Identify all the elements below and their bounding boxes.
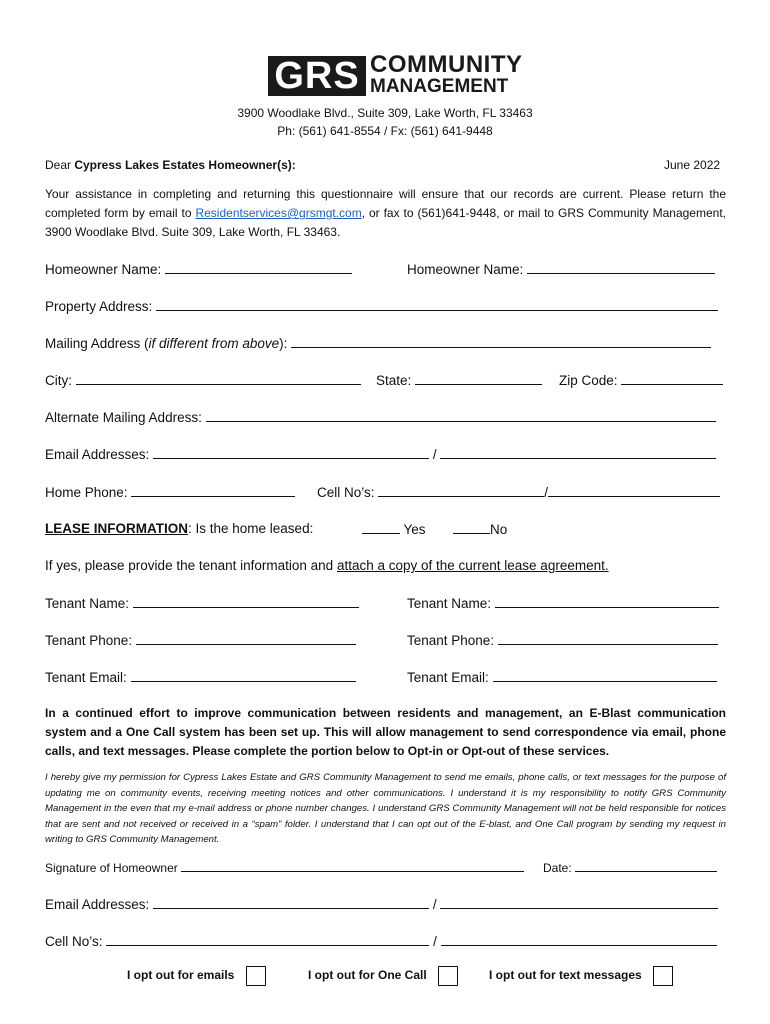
mailing-address-label-italic: if different from above bbox=[148, 336, 280, 351]
lease-yes-row bbox=[362, 521, 426, 537]
signature-row bbox=[45, 859, 524, 875]
homeowner-name-1-input[interactable] bbox=[165, 261, 352, 274]
tenant-phone-2-input[interactable] bbox=[498, 632, 718, 645]
tenant-phone-2-label: Tenant Phone: bbox=[407, 633, 495, 648]
lease-question-row bbox=[45, 521, 313, 536]
lease-yes-input[interactable] bbox=[362, 521, 400, 534]
state-input[interactable] bbox=[415, 372, 542, 385]
logo-line-management: MANAGEMENT bbox=[370, 76, 509, 97]
lease-no-input[interactable] bbox=[453, 521, 490, 534]
cell-nos-label: Cell No’s: bbox=[317, 485, 375, 500]
optout-emails-checkbox[interactable] bbox=[246, 966, 266, 986]
optout-text-label: I opt out for text messages bbox=[489, 968, 642, 983]
eblast-email-label: Email Addresses: bbox=[45, 897, 150, 912]
city-input[interactable] bbox=[76, 372, 361, 385]
optout-onecall-row bbox=[308, 966, 458, 986]
zip-input[interactable] bbox=[621, 372, 723, 385]
eblast-cell-row bbox=[45, 933, 717, 949]
salutation-dear: Dear bbox=[45, 158, 75, 172]
tenant-name-2-label: Tenant Name: bbox=[407, 596, 492, 611]
email-addresses-label: Email Addresses: bbox=[45, 447, 150, 462]
optout-emails-label: I opt out for emails bbox=[127, 968, 235, 983]
tenant-email-1-label: Tenant Email: bbox=[45, 670, 127, 685]
eblast-email-2-input[interactable] bbox=[440, 896, 718, 909]
resident-services-email-link[interactable]: Residentservices@grsmgt.com bbox=[195, 206, 362, 220]
optout-onecall-label: I opt out for One Call bbox=[308, 968, 427, 983]
salutation bbox=[45, 158, 296, 172]
homeowner-name-2-input[interactable] bbox=[527, 261, 715, 274]
salutation-recipient: Cypress Lakes Estates Homeowner(s): bbox=[74, 158, 296, 172]
home-phone-row bbox=[45, 484, 295, 500]
tenant-phone-1-row bbox=[45, 632, 356, 648]
tenant-email-2-input[interactable] bbox=[493, 669, 717, 682]
optout-text-row bbox=[489, 966, 673, 986]
tenant-email-2-row bbox=[407, 669, 717, 685]
lease-no-label: No bbox=[490, 522, 508, 537]
city-label: City: bbox=[45, 373, 72, 388]
company-address: 3900 Woodlake Blvd., Suite 309, Lake Worth, FL 33463 bbox=[237, 106, 533, 120]
logo-mark: GRS bbox=[268, 56, 366, 96]
signature-label: Signature of Homeowner bbox=[45, 861, 178, 875]
optout-text-checkbox[interactable] bbox=[653, 966, 673, 986]
email-separator: / bbox=[432, 447, 437, 462]
lease-heading: LEASE INFORMATION bbox=[45, 521, 188, 536]
tenant-phone-2-row bbox=[407, 632, 718, 648]
property-address-input[interactable] bbox=[156, 298, 718, 311]
intro-text-2: , or fax to (561)641-9448, or mail to GRS Community Management, 3900 Woodlake Blvd. Suite 309, Lake Worth, FL 33463. bbox=[45, 206, 726, 239]
zip-row bbox=[559, 372, 723, 388]
mailing-address-label-suffix: ): bbox=[279, 336, 288, 351]
tenant-name-2-input[interactable] bbox=[495, 595, 719, 608]
eblast-email-row bbox=[45, 896, 718, 912]
email-address-1-input[interactable] bbox=[153, 446, 429, 459]
logo-line-community: COMMUNITY bbox=[370, 51, 523, 78]
cell-nos-row bbox=[317, 484, 720, 500]
signature-date-input[interactable] bbox=[575, 859, 717, 872]
property-address-row bbox=[45, 298, 718, 314]
optout-emails-row bbox=[127, 966, 266, 986]
eblast-email-1-input[interactable] bbox=[153, 896, 429, 909]
signature-date-label: Date: bbox=[543, 861, 572, 875]
signature-input[interactable] bbox=[181, 859, 524, 872]
intro-paragraph bbox=[45, 185, 726, 242]
tenant-intro-underlined: attach a copy of the current lease agreement. bbox=[336, 558, 609, 573]
email-address-2-input[interactable] bbox=[440, 446, 716, 459]
city-row bbox=[45, 372, 361, 388]
tenant-phone-1-label: Tenant Phone: bbox=[45, 633, 133, 648]
zip-label: Zip Code: bbox=[559, 373, 618, 388]
homeowner-name-1-row bbox=[45, 261, 352, 277]
eblast-email-separator: / bbox=[432, 897, 437, 912]
permission-paragraph: I hereby give my permission for Cypress Lakes Estate and GRS Community Management to send me emails, phone calls, or text messages for the purpose of updating me on community events, receiving meeting notices and other communications. I understand it is my responsibility to notify GRS Community Management in the even that my e-mail address or phone number changes. I understand GRS Community Management will not be held responsible for notices that are sent and not received or received in a “spam” folder. I understand that I can opt out of the E-blast, and One Call program by sending my request in writing to GRS Community Management. bbox=[45, 772, 726, 845]
tenant-email-2-label: Tenant Email: bbox=[407, 670, 489, 685]
eblast-cell-separator: / bbox=[433, 934, 437, 949]
tenant-name-1-input[interactable] bbox=[133, 595, 359, 608]
state-label: State: bbox=[376, 373, 412, 388]
mailing-address-label-prefix: Mailing Address ( bbox=[45, 336, 149, 351]
state-row bbox=[376, 372, 542, 388]
cell-no-1-input[interactable] bbox=[378, 484, 544, 497]
tenant-email-1-input[interactable] bbox=[131, 669, 356, 682]
tenant-name-1-label: Tenant Name: bbox=[45, 596, 130, 611]
signature-date-row bbox=[543, 859, 717, 875]
home-phone-label: Home Phone: bbox=[45, 485, 128, 500]
tenant-phone-1-input[interactable] bbox=[136, 632, 356, 645]
lease-no-row bbox=[453, 521, 507, 537]
tenant-intro-text: If yes, please provide the tenant information and bbox=[45, 558, 337, 573]
homeowner-name-1-label: Homeowner Name: bbox=[45, 262, 162, 277]
eblast-cell-1-input[interactable] bbox=[106, 933, 429, 946]
eblast-cell-label: Cell No’s: bbox=[45, 934, 103, 949]
homeowner-name-2-label: Homeowner Name: bbox=[407, 262, 524, 277]
eblast-cell-2-input[interactable] bbox=[441, 933, 717, 946]
grs-logo bbox=[268, 51, 523, 98]
homeowner-name-2-row bbox=[407, 261, 715, 277]
alternate-mailing-row bbox=[45, 409, 716, 425]
cell-separator: / bbox=[544, 485, 549, 500]
tenant-name-1-row bbox=[45, 595, 359, 611]
eblast-paragraph: In a continued effort to improve communication between residents and management, an E-Blast communication system and a One Call system has been set up. This will allow management to send correspondence via email, phone calls, and text messages. Please complete the portion below to Opt-in or Opt-out of these services. bbox=[45, 706, 726, 758]
property-address-label: Property Address: bbox=[45, 299, 153, 314]
letter-date: June 2022 bbox=[664, 158, 721, 172]
email-addresses-row bbox=[45, 446, 716, 462]
mailing-address-input[interactable] bbox=[291, 335, 711, 348]
intro-text-1: Your assistance in completing and returning this questionnaire will ensure that our records are current. Please return the completed form by email to bbox=[45, 187, 726, 220]
alternate-mailing-input[interactable] bbox=[206, 409, 716, 422]
optout-onecall-checkbox[interactable] bbox=[438, 966, 458, 986]
mailing-address-row bbox=[45, 335, 711, 351]
tenant-intro bbox=[45, 558, 609, 573]
tenant-name-2-row bbox=[407, 595, 719, 611]
company-phone-fax: Ph: (561) 641-8554 / Fx: (561) 641-9448 bbox=[277, 124, 493, 138]
cell-no-2-input[interactable] bbox=[548, 484, 720, 497]
home-phone-input[interactable] bbox=[131, 484, 295, 497]
lease-question: : Is the home leased: bbox=[188, 521, 314, 536]
lease-yes-label: Yes bbox=[403, 522, 426, 537]
tenant-email-1-row bbox=[45, 669, 356, 685]
alternate-mailing-label: Alternate Mailing Address: bbox=[45, 410, 202, 425]
